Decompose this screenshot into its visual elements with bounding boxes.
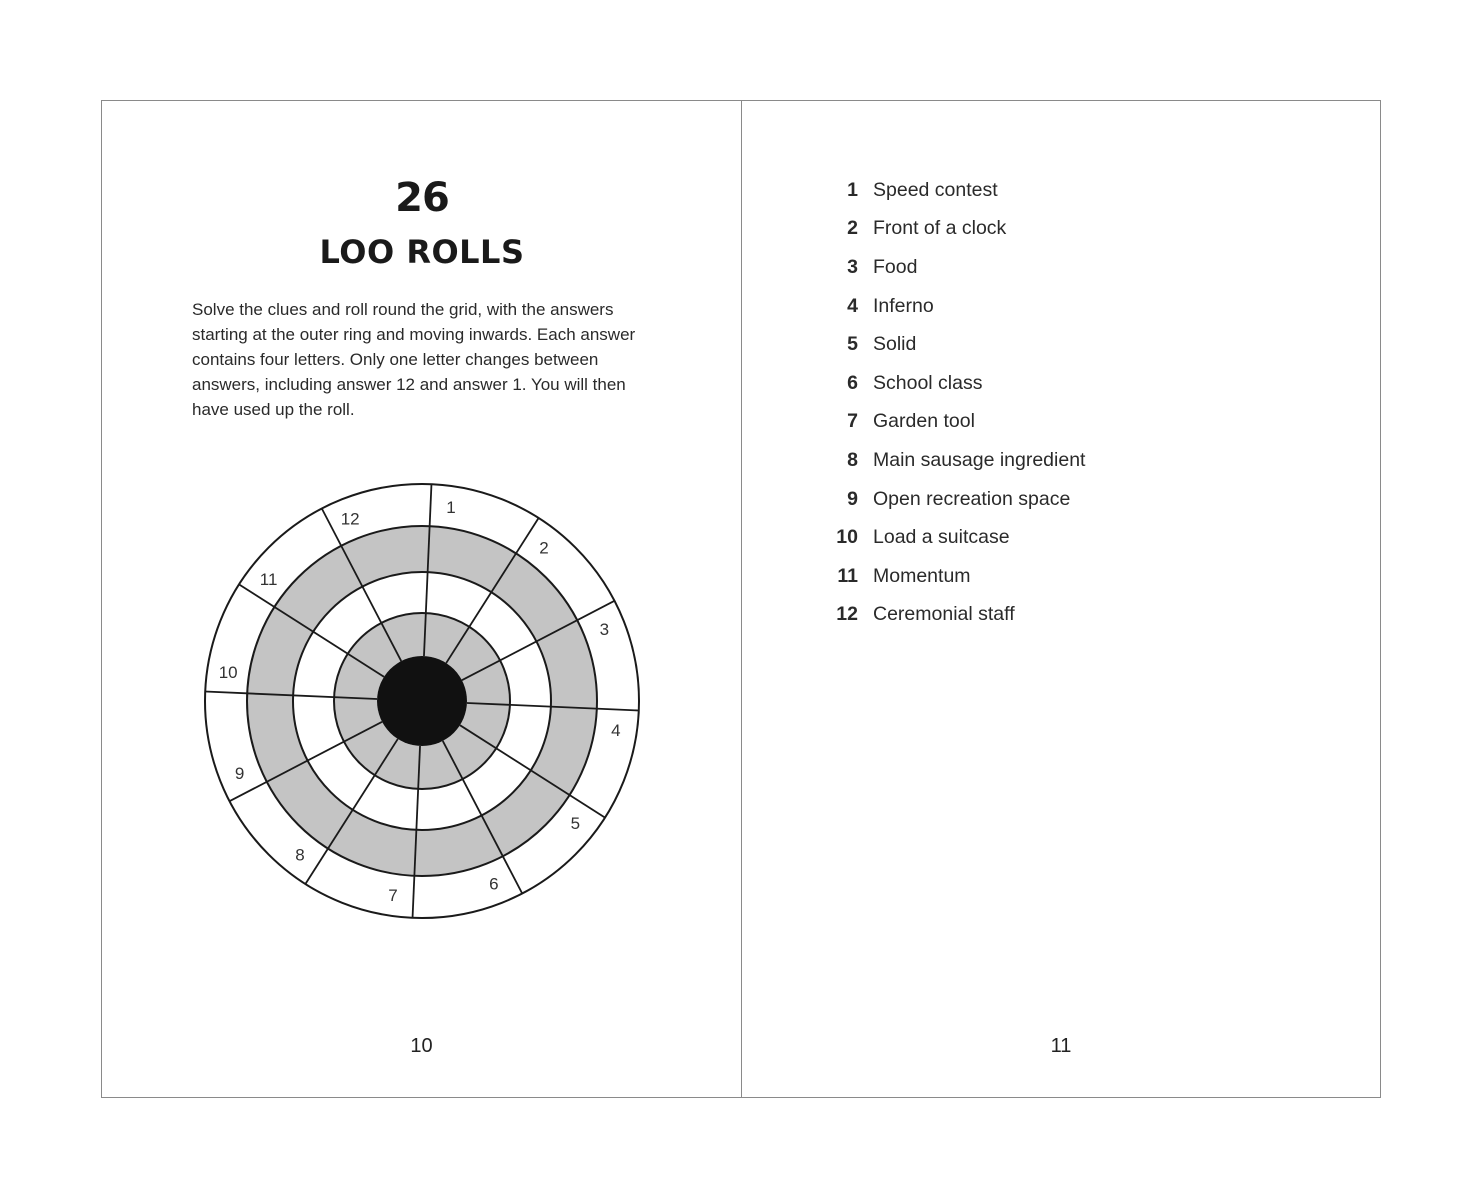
- clue-text: Food: [873, 255, 918, 278]
- clue-number: 6: [847, 371, 858, 394]
- clue-text: Momentum: [873, 564, 971, 587]
- clue-item: [832, 325, 1085, 364]
- clue-number: 2: [847, 217, 858, 240]
- clue-number: 7: [847, 410, 858, 433]
- clue-text: Open recreation space: [873, 487, 1071, 510]
- clue-item: [832, 287, 1085, 326]
- clue-number: 3: [847, 255, 858, 278]
- clue-number: 12: [836, 603, 858, 626]
- clue-item: [832, 557, 1085, 596]
- clue-item: [832, 248, 1085, 287]
- clue-number: 10: [836, 526, 858, 549]
- clue-text: Main sausage ingredient: [873, 448, 1086, 471]
- segment-label: 6: [489, 874, 499, 894]
- segment-label: 9: [234, 763, 245, 783]
- clue-item: [832, 403, 1085, 442]
- clue-text: Inferno: [873, 294, 934, 317]
- clue-number: 5: [847, 333, 858, 356]
- clue-text: Garden tool: [873, 410, 975, 433]
- clue-number: 8: [847, 448, 858, 471]
- clue-text: Ceremonial staff: [873, 603, 1015, 626]
- clue-item: [832, 364, 1085, 403]
- page-number-right: 11: [1050, 1035, 1072, 1057]
- loo-roll-grid: [202, 481, 642, 921]
- clue-text: Load a suitcase: [873, 526, 1010, 549]
- clue-text: Solid: [873, 333, 917, 356]
- clue-item: [832, 441, 1085, 480]
- clue-number: 1: [847, 178, 858, 201]
- clue-item: [832, 596, 1085, 635]
- clue-list: [832, 171, 1085, 634]
- puzzle-number: 26: [395, 175, 449, 221]
- left-page: [102, 101, 742, 1097]
- segment-label: 5: [570, 814, 581, 834]
- segment-label: 11: [259, 569, 278, 589]
- book-spread: [101, 100, 1381, 1098]
- clue-text: Speed contest: [873, 178, 998, 201]
- clue-number: 4: [847, 294, 858, 317]
- segment-label: 10: [218, 663, 238, 683]
- segment-label: 8: [295, 845, 305, 865]
- segment-label: 2: [539, 538, 549, 558]
- puzzle-title: LOO ROLLS: [319, 233, 525, 271]
- segment-label: 3: [599, 620, 610, 640]
- clue-item: [832, 210, 1085, 249]
- clue-number: 11: [837, 564, 858, 587]
- clue-item: [832, 480, 1085, 519]
- right-page: [742, 101, 1380, 1097]
- grid-center-disc: [377, 656, 467, 746]
- page-number-left: 10: [410, 1035, 433, 1057]
- segment-label: 1: [446, 498, 456, 518]
- clue-item: [832, 171, 1085, 210]
- clue-text: School class: [873, 371, 983, 394]
- clue-text: Front of a clock: [873, 217, 1007, 240]
- clue-item: [832, 518, 1085, 557]
- segment-label: 7: [388, 885, 398, 905]
- instructions: Solve the clues and roll round the grid, with the answers starting at the outer ring and moving inwards. Each answer contains four letters. Only one letter changes between answers, including answer 12 and answer 1. You will then have used up the roll.: [192, 300, 636, 419]
- segment-label: 12: [340, 509, 360, 529]
- segment-label: 4: [611, 720, 621, 740]
- clue-number: 9: [847, 487, 858, 510]
